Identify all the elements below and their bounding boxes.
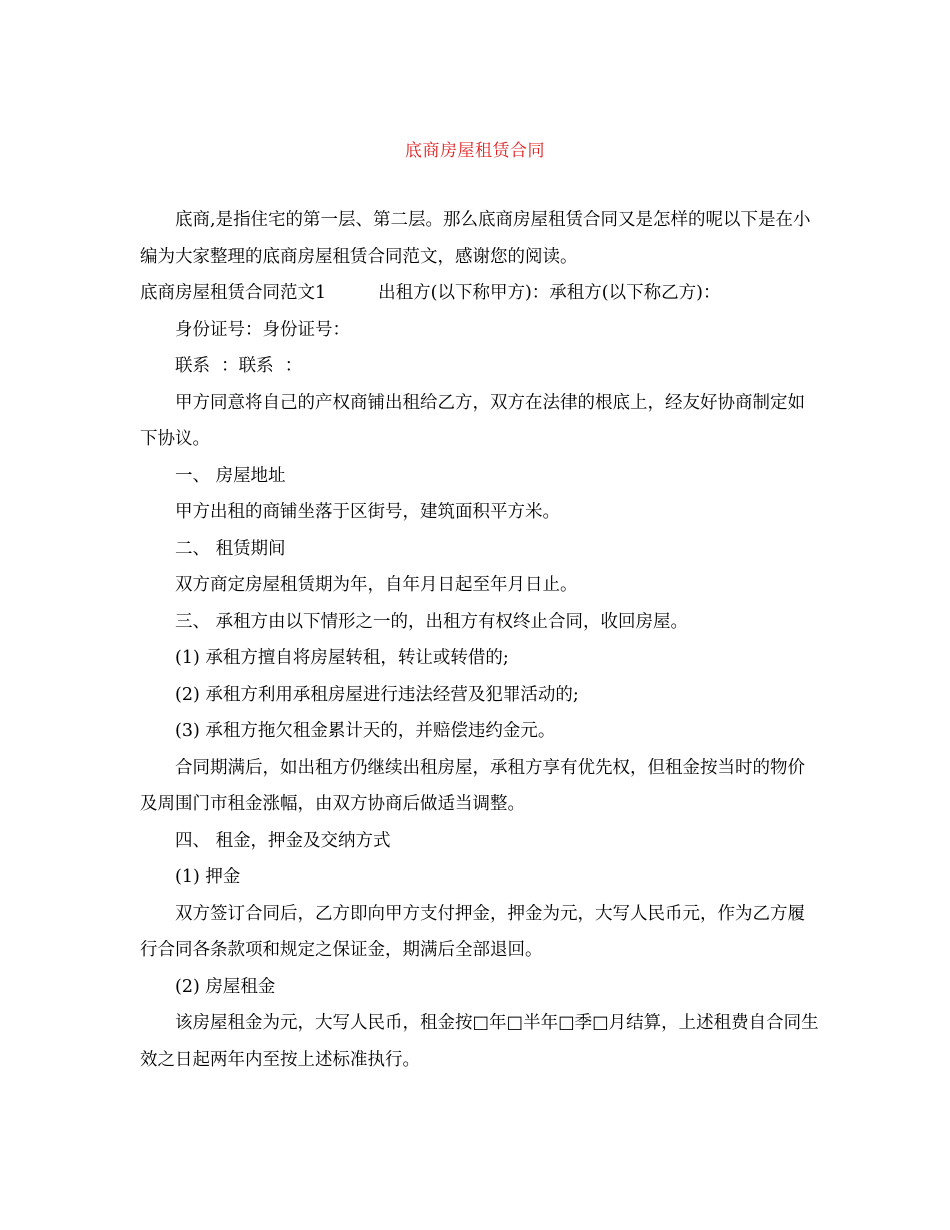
deposit-paragraph: 双方签订合同后，乙方即向甲方支付押金，押金为元，大写人民币元，作为乙方履行合同各条款项和规定之保证金，期满后全部退回。 bbox=[140, 903, 805, 960]
deposit-heading: (1) 押金 bbox=[175, 867, 241, 887]
termination-item-3: (3) 承租方拖欠租金累计天的，并赔偿违约金元。 bbox=[175, 721, 556, 741]
section-heading-termination: 三、 承租方由以下情形之一的，出租方有权终止合同，收回房屋。 bbox=[175, 611, 689, 632]
rent-paragraph: 该房屋租金为元，大写人民币，租金按□年□半年□季□月结算，上述租费自合同生效之日起两年内至按上述标准执行。 bbox=[140, 1013, 819, 1070]
id-number-line: 身份证号：身份证号： bbox=[175, 319, 350, 340]
sample-heading-line bbox=[140, 275, 820, 312]
agreement-paragraph: 甲方同意将自己的产权商铺出租给乙方，双方在法律的根底上，经友好协商制定如下协议。 bbox=[140, 392, 805, 449]
section-heading-address: 一、 房屋地址 bbox=[175, 465, 286, 486]
termination-item-1: (1) 承租方擅自将房屋转租，转让或转借的; bbox=[175, 648, 509, 668]
section-heading-term: 二、 租赁期间 bbox=[175, 538, 286, 559]
renewal-paragraph: 合同期满后，如出租方仍继续出租房屋，承租方享有优先权，但租金按当时的物价及周围门市租金涨幅，由双方协商后做适当调整。 bbox=[140, 757, 805, 814]
term-paragraph: 双方商定房屋租赁期为年，自年月日起至年月日止。 bbox=[175, 575, 578, 595]
rent-heading: (2) 房屋租金 bbox=[175, 976, 276, 997]
parties-line: 出租方(以下称甲方)：承租方(以下称乙方)： bbox=[378, 283, 721, 303]
sample-heading: 底商房屋租赁合同范文1 bbox=[140, 283, 327, 303]
document-title: 底商房屋租赁合同 bbox=[405, 141, 545, 161]
contact-line: 联系 ：联系 ： bbox=[175, 356, 303, 376]
document-body bbox=[140, 202, 820, 1078]
termination-item-2: (2) 承租方利用承租房屋进行违法经营及犯罪活动的; bbox=[175, 684, 579, 705]
address-paragraph: 甲方出租的商铺坐落于区街号，建筑面积平方米。 bbox=[175, 502, 560, 522]
intro-paragraph: 底商,是指住宅的第一层、第二层。那么底商房屋租赁合同又是怎样的呢以下是在小编为大家整理的底商房屋租赁合同范文，感谢您的阅读。 bbox=[140, 210, 811, 267]
section-heading-rent: 四、 租金，押金及交纳方式 bbox=[175, 830, 391, 851]
